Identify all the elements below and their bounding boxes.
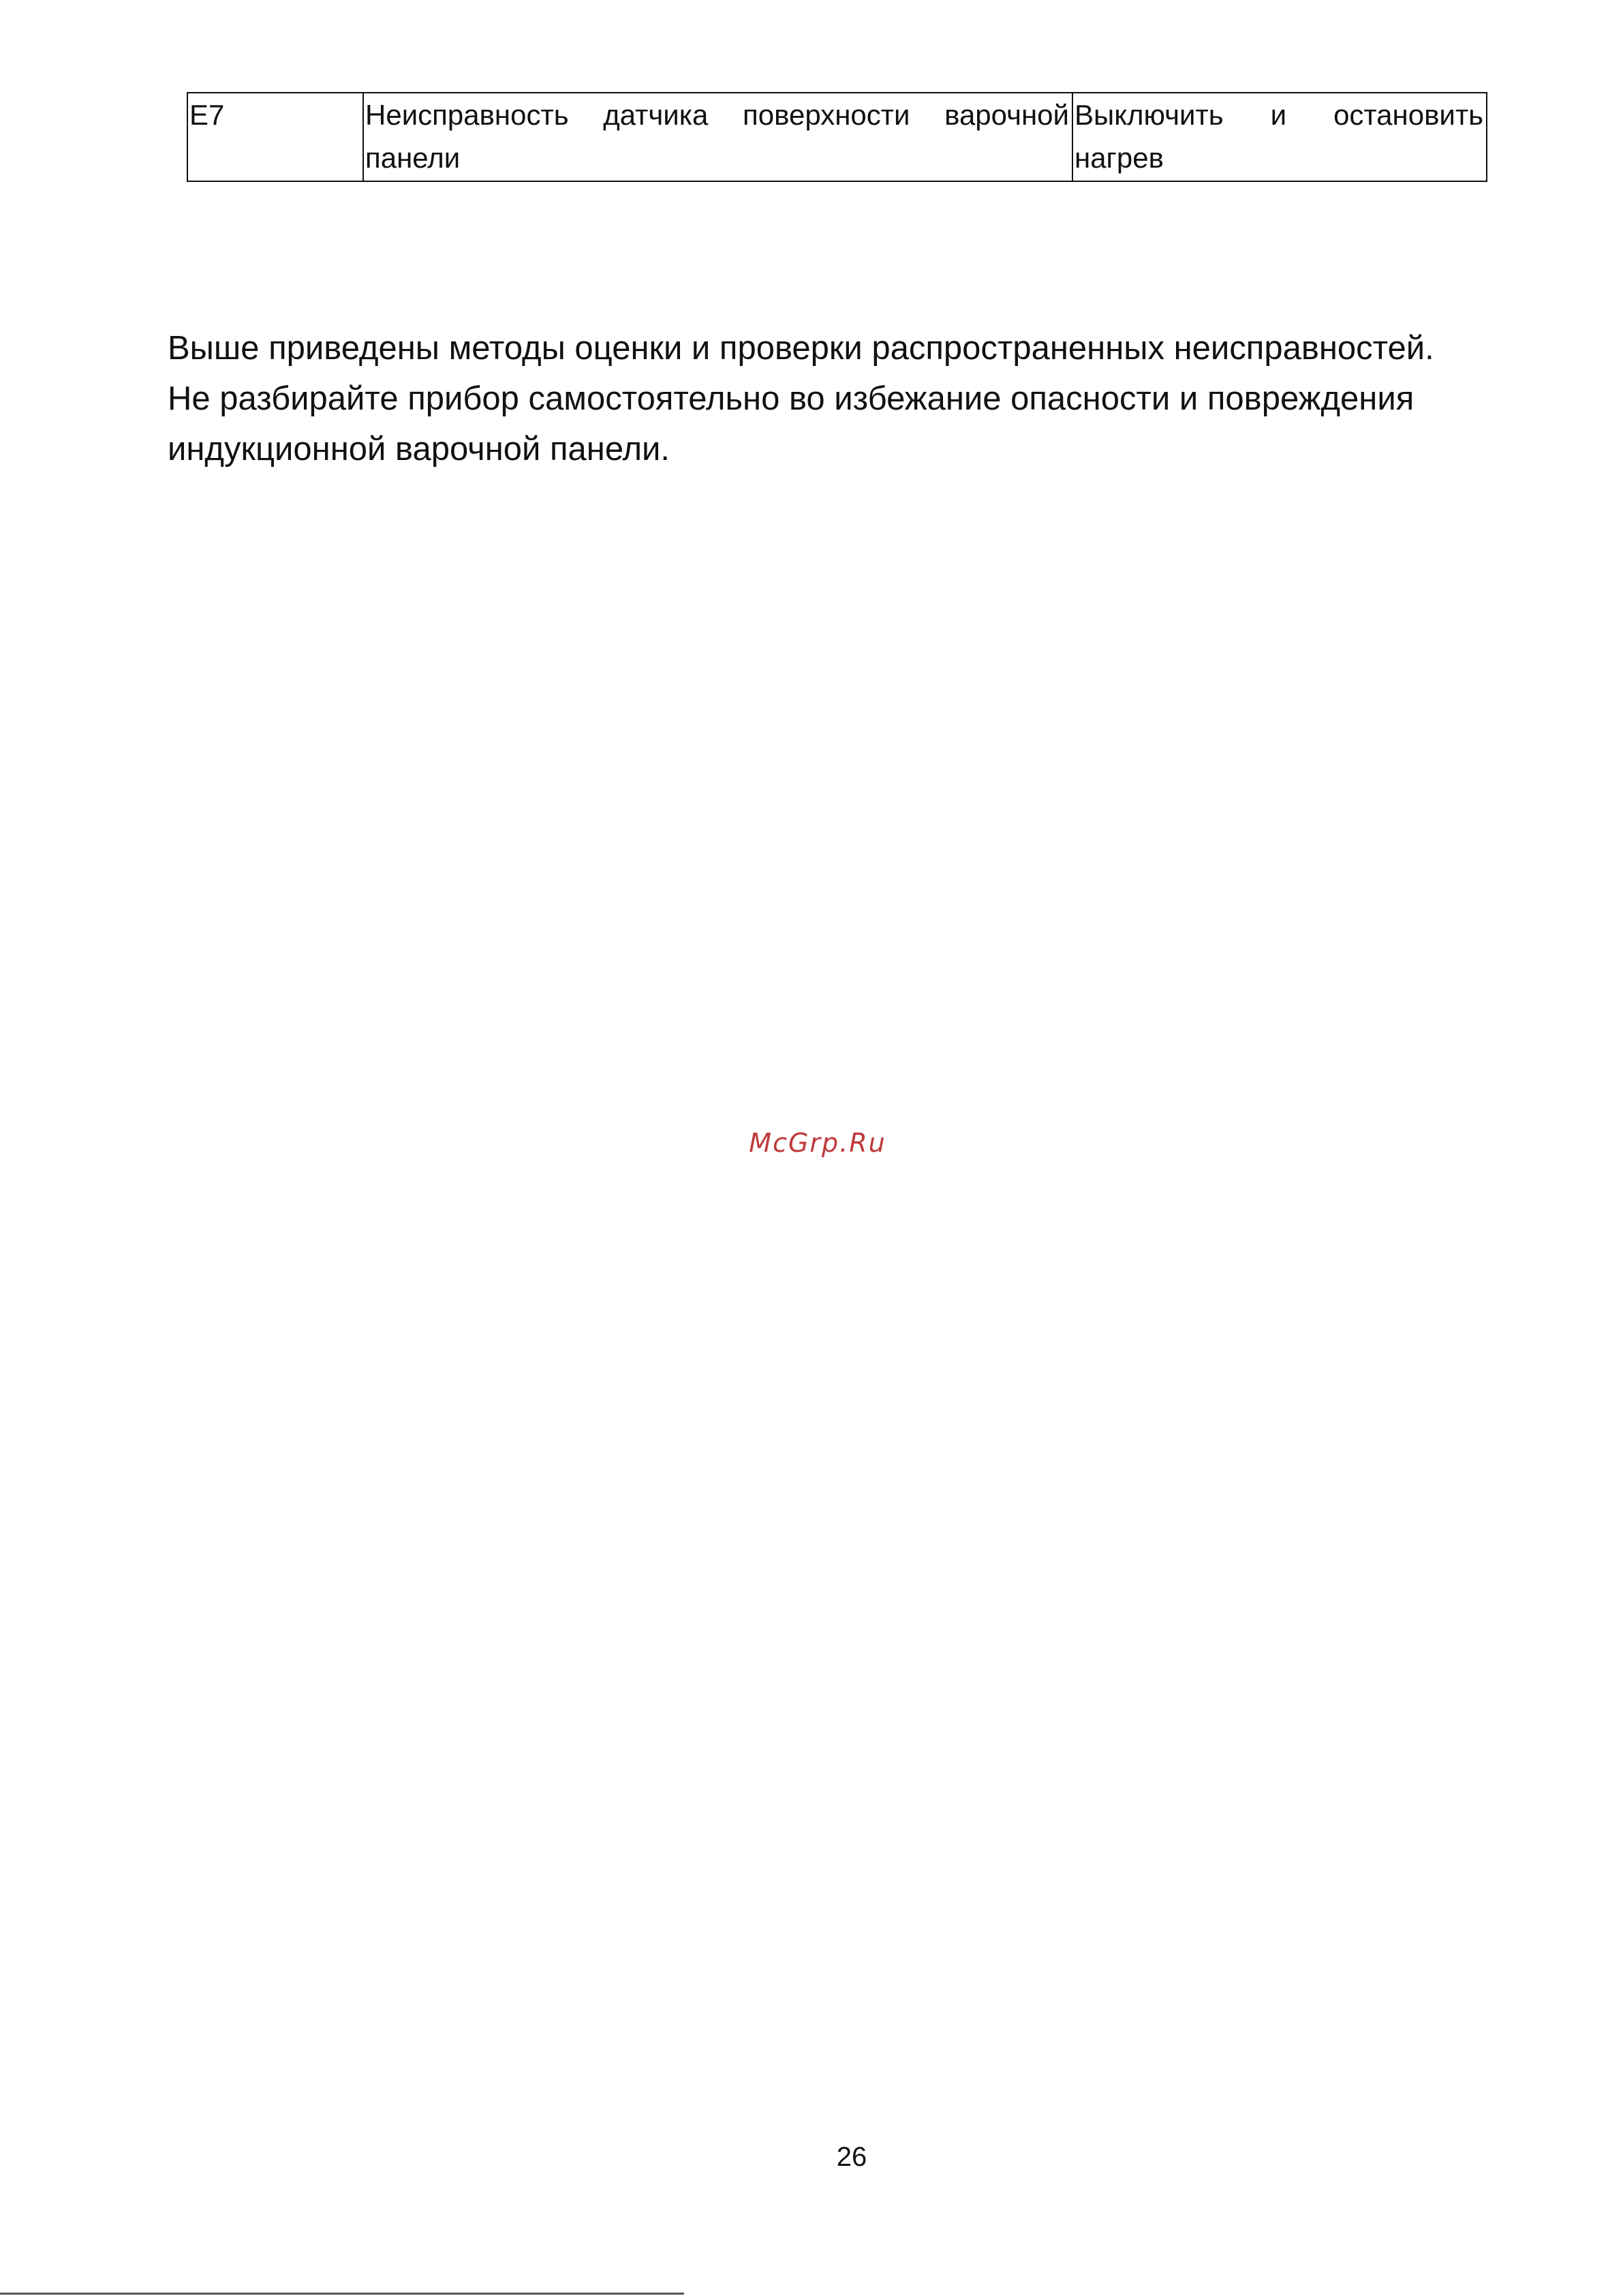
- table-row: [187, 93, 1487, 181]
- footer-divider: [0, 2293, 684, 2295]
- error-description-cell: Неисправность датчика поверхности варочной панели: [363, 93, 1072, 181]
- watermark-link[interactable]: McGrp.Ru: [749, 1128, 886, 1158]
- error-code-table: [187, 92, 1487, 182]
- note-line: Не разбирайте прибор самостоятельно во избежание опасности и повреждения: [168, 380, 1415, 417]
- error-code-cell: E7: [187, 93, 363, 181]
- page-number: 26: [836, 2142, 867, 2172]
- safety-note: [168, 323, 1462, 474]
- error-action-cell: Выключить и остановить нагрев: [1072, 93, 1487, 181]
- note-line: индукционной варочной панели.: [168, 431, 670, 468]
- note-line: Выше приведены методы оценки и проверки распространенных неисправностей.: [168, 330, 1434, 367]
